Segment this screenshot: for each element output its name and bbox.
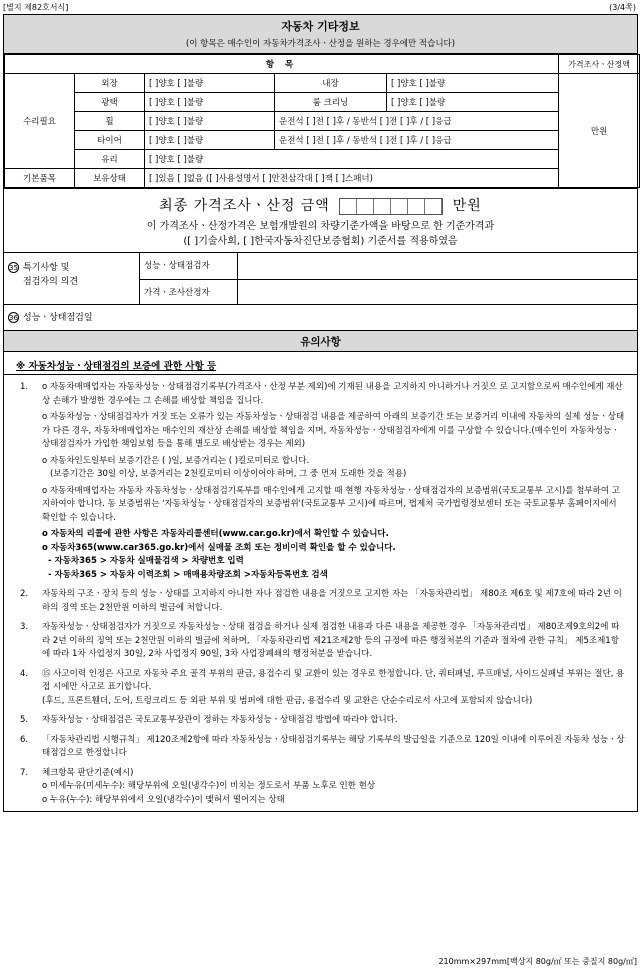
repair-label: 수리필요 [5,74,75,169]
note-item [14,588,627,615]
final-desc [4,219,637,249]
items-table [4,54,640,188]
table-row [5,112,640,131]
note-body [42,668,627,709]
note-item [14,734,627,761]
note-item [14,767,627,808]
check-options[interactable]: [ ]양호 [ ]불량 [387,74,559,93]
final-price-block [4,188,637,252]
note-number: 4. [20,668,29,679]
note-number: 5. [20,715,29,725]
table-row [5,150,640,169]
row-label: 유리 [75,150,145,169]
header-line [3,2,638,14]
note-para: o 자동차의 리콜에 관한 사항은 자동차리콜센터(www.car.go.kr)에서 확인할 수 있습니다. [42,529,389,539]
final-desc-2: ([ ]기술사회, [ ]한국자동차진단보증협회) 기준서를 적용하였음 [183,236,458,247]
note-body [42,767,627,808]
row-label-2: 룸 크리닝 [275,93,387,112]
note-item [14,714,627,728]
opinion-label [4,253,140,304]
form-label: [별지 제82호서식] [3,3,69,12]
note-number: 7. [20,767,29,778]
check-options[interactable]: [ ]양호 [ ]불량 [145,150,559,169]
seat-options[interactable]: 운전석 [ ]전 [ ]후 / 동반석 [ ]전 [ ]후 / [ ]응급 [275,131,559,150]
opinion-row-label: 성능ㆍ상태점검자 [140,253,238,279]
opinion-row-label: 가격ㆍ조사산정자 [140,280,238,305]
check-options[interactable]: [ ]양호 [ ]불량 [145,131,275,150]
circled-number: 35 [9,264,18,272]
basic-options[interactable]: [ ]있음 [ ]없음 ([ ]사용설명서 [ ]안전삼각대 [ ]잭 [ ]스패너) [145,169,559,188]
section-header [4,15,637,54]
note-number: 2. [20,589,29,599]
note-body [42,381,627,582]
table-row [5,131,640,150]
note-para: o 자동차매매업자는 자동차 자동차성능ㆍ상태점검기록부를 매수인에게 고지할 때 현행 자동차성능ㆍ상태점검자의 보증범위(국토교통부 고시)를 첨부하여 고지하여야 합니다. 동 보증범위는 '자동차성능ㆍ상태점검자의 보증범위'(국토교통부 고시)에 따르며, 법제처 국가법령정보센터 또는 국토교통부 홈페이지에서 확인할 수 있습니다. [42,485,620,523]
final-amount-label: 최종 가격조사ㆍ산정 금액 [159,198,330,214]
opinion-block [4,252,637,304]
opinion-label-2: 점검자의 의견 [23,277,79,287]
table-row [5,74,640,93]
note-para: ⑮ 사고이력 인정은 사고로 자동차 주요 골격 부위의 판금, 용접수리 및 교환이 있는 경우로 한정합니다. 단, 쿼터패널, 루프패널, 사이드실패널 부위는 절단, 용접 시에만 사고로 표기합니다. [42,668,625,692]
note-para: o 자동차매매업자는 자동차성능ㆍ상태점검기록부(가격조사ㆍ산정 부분 제외)에 기재된 내용을 고지하지 아니하거나 거짓으 로 고지함으로써 매수인에게 재산상 손해가 발생한 경우에는 그 손해를 배상할 책임을 집니다. [42,382,623,406]
note-para: 체크항목 판단기준(예시) [42,767,134,778]
opinion-row [140,253,637,279]
check-options[interactable]: [ ]양호 [ ]불량 [145,112,275,131]
row-label: 휠 [75,112,145,131]
opinion-label-1: 특기사항 및 [23,263,70,273]
note-body [42,714,627,728]
note-body [42,621,627,662]
note-para: 자동차성능ㆍ상태점검자가 거짓으로 자동차성능ㆍ상태 점검을 하거나 실제 점검한 내용과 다른 내용을 제공한 경우 「자동차관리법」 제80조제9호의2에 따라 2년 이하의 징역 또는 2천만원 이하의 벌금에 처하며, 「자동차관리법 제21조제2항 등의 규정에 따른 행정처분의 기준과 절차에 관한 규칙」 제5조제1항에 따라 1차 사업정지 30일, 2차 사업정지 90일, 3차 사업장폐쇄의 행정처분을 받습니다. [42,622,620,659]
note-item [14,668,627,709]
note-body [42,734,627,761]
note-para: - 자동차365 > 자동차 이력조회 > 매매용차량조회 >자동차등록번호 검색 [48,569,328,580]
note-item [14,381,627,582]
note-para: (보증기간은 30일 이상, 보증거리는 2천킬로미터 이상이어야 하며, 그 중 먼저 도래한 것을 적용) [50,469,407,479]
note-number: 1. [20,382,29,392]
opinion-row [140,279,637,305]
note-para: 자동차성능ㆍ상태점검은 국토교통부장관이 정하는 자동차성능ㆍ상태점검 방법에 따라야 합니다. [42,715,398,725]
caution-subtitle: ※ 자동차성능ㆍ상태점검의 보증에 관한 사항 등 [16,361,217,372]
check-options[interactable]: [ ]양호 [ ]불량 [145,93,275,112]
price-unit: 만원 [559,74,640,188]
row-label: 외장 [75,74,145,93]
paper-spec: 210mm×297mm[백상지 80g/㎡ 또는 중질지 80g/㎡] [438,957,637,966]
row-label-2: 내장 [275,74,387,93]
seat-options[interactable]: 운전석 [ ]전 [ ]후 / 동반석 [ ]전 [ ]후 / [ ]응급 [275,112,559,131]
note-item [14,621,627,662]
opinion-input[interactable] [238,253,637,279]
note-para: - 자동차365 > 자동차 실매물검색 > 차량번호 입력 [48,556,244,566]
table-row [5,169,640,188]
check-options[interactable]: [ ]양호 [ ]불량 [145,74,275,93]
note-para: o 자동차성능ㆍ상태점검자가 거짓 또는 오류가 있는 자동차성능ㆍ상태점검 내용을 제공하여 아래의 보증기간 또는 보증거리 이내에 자동차의 실제 성능ㆍ상태가 다른 경우, 자동차매매업자는 매수인의 재산상 손해를 배상할 책임을 지며, 자동차성능ㆍ상태점검자에게 이를 구상할 수 있습니다.(매수인이 자동차성능ㆍ상태점검자가 가입한 책임보험 등을 통해 별도로 배상받는 경우는 제외) [42,412,625,449]
form-title: 자동차 기타정보 [281,20,360,33]
note-para: 「자동차관리법 시행규칙」 제120조제2항에 따라 자동차성능ㆍ상태점검기록부는 해당 기록부의 발급일을 기준으로 120일 이내에 이루어진 자동차 성능ㆍ상태점검으로 한정합니다 [42,734,625,758]
note-number: 3. [20,622,29,632]
amount-boxes[interactable] [339,198,443,215]
inspection-date-row[interactable] [4,304,637,330]
final-desc-1: 이 가격조사ㆍ산정가격은 보험개발원의 차량기준가액을 바탕으로 한 기준가격과 [146,221,495,232]
row-label: 광택 [75,93,145,112]
page-label: (3/4쪽) [609,3,636,12]
table-header-row [5,55,640,74]
opinion-input[interactable] [238,280,637,305]
inspection-date-label: 성능ㆍ상태점검일 [23,313,93,323]
note-para: o 자동차인도일부터 보증기간은 ( )일, 보증거리는 ( )킬로미터로 합니다. [42,455,310,466]
note-body [42,588,627,615]
basic-label: 기본품목 [5,169,75,188]
check-options[interactable]: [ ]양호 [ ]불량 [387,93,559,112]
note-number: 6. [20,734,29,745]
note-para: 자동차의 구조ㆍ장치 등의 성능ㆍ상태를 고지하지 아니한 자나 점검한 내용을 거짓으로 고지한 자는 「자동차관리법」 제80조 제6호 및 제7호에 따라 2년 이하의 징역 또는 2천만원 이하의 벌금에 처합니다. [42,589,622,613]
notes-section [4,358,637,811]
table-row [5,93,640,112]
caution-title: 유의사항 [4,330,637,352]
circled-number: 36 [9,314,18,322]
divider [4,374,637,375]
note-para: o 누유(누수): 해당부위에서 오일(냉각수)이 맺혀서 떨어지는 상태 [42,794,285,805]
form-subtitle: (이 항목은 매수인이 자동차가격조사ㆍ산정을 원하는 경우에만 적습니다) [185,39,456,49]
note-para: (후드, 프론트휀더, 도어, 트렁크리드 등 외판 부위 및 범퍼에 대한 판금, 용접수리 및 교환은 단순수리로서 사고에 포함되지 않습니다) [42,695,533,706]
row-label: 타이어 [75,131,145,150]
opinion-rows [140,253,637,304]
row-label: 보유상태 [75,169,145,188]
form-frame [3,14,638,812]
final-amount-unit: 만원 [452,198,482,214]
col-price-header: 가격조사ㆍ산정액 [559,55,640,74]
note-para: o 자동차365(www.car365.go.kr)에서 실매물 조회 또는 정비이력 확인을 할 수 있습니다. [42,542,396,553]
note-para: o 미세누유(미세누수): 해당부위에 오일(냉각수)이 비치는 정도로서 부품 노후로 인한 현상 [42,781,376,791]
col-item-header: 항 목 [5,55,559,74]
final-amount-line [4,195,637,215]
